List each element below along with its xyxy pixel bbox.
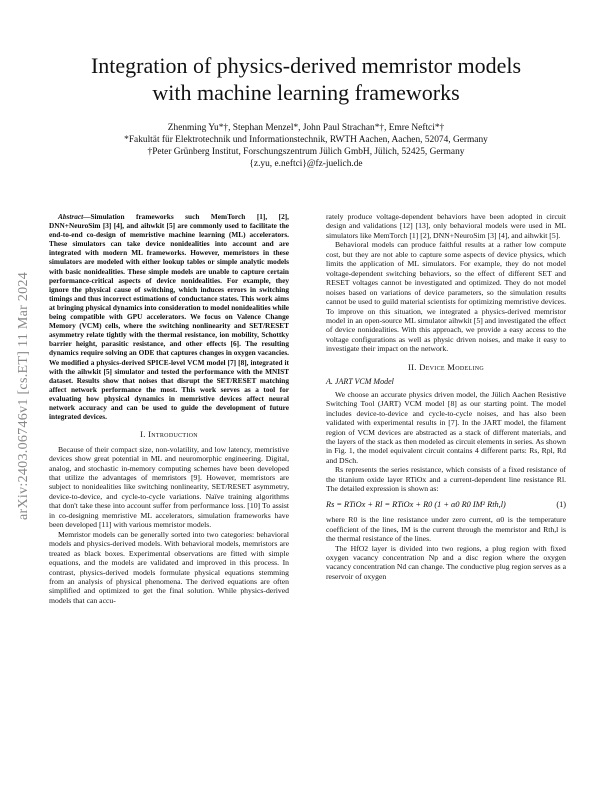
equation-1 xyxy=(326,500,566,509)
author-names: Zhenming Yu*†, Stephan Menzel*, John Paul Strachan*†, Emre Neftci*† xyxy=(167,123,445,133)
intro-paragraph-2: Memristor models can be generally sorted into two categories: behavioral models and physics-derived models. With behavioral models, memristors are treated as black boxes. Experimental observations are fitted with simple equations, and the models are validated and improved in this process. In contrast, physics-derived models formulate physical equations stemming from an analysis of physical phenomena. The derived equations are often simplified and optimized to get the final solution. While physics-derived models that can accu- xyxy=(49,529,289,605)
arxiv-stamp: arXiv:2403.06746v1 [cs.ET] 11 Mar 2024 xyxy=(16,271,31,520)
left-column xyxy=(49,212,289,605)
abstract-text: —Simulation frameworks such MemTorch [1], [2], DNN+NeuroSim [3] [4], and aihwkit [5] are commonly used to facilitate the end-to-end co-design of memristive machine learning (ML) accelerators. These simulators can take device nonidealities into account and are integrated with modern ML frameworks. However, memristors in these simulators are modeled with either lookup tables or simple analytic models with basic nonidealities. These simple models are unable to capture certain performance-critical aspects of device nonidealities. For example, they ignore the physical cause of switching, which induces errors in switching timings and thus incorrect estimations of conductance states. This work aims at bringing physical dynamics into consideration to model nonidealities while being compatible with GPU accelerators. We focus on Valence Change Memory (VCM) cells, where the switching nonlinearity and SET/RESET asymmetry relate tightly with the thermal resistance, ion mobility, Schottky barrier height, parasitic resistance, and other effects [6]. The resulting dynamics require solving an ODE that captures changes in oxygen vacancies. We modified a physics-derived SPICE-level VCM model [7] [8], integrated it with the aihwkit [5] simulator and tested the performance with the MNIST dataset. Results show that noises that disrupt the SET/RESET matching affect network performance the most. This work serves as a tool for evaluating how physical dynamics in memristive devices affect neural network accuracy and can be used to guide the development of future integrated devices. xyxy=(49,212,289,422)
right-paragraph-1: rately produce voltage-dependent behaviors have been adopted in circuit design and validations [12] [13], only behavioral models were used in ML simulators like MemTorch [1] [2], DNN+NeuroSim [3] [4], and aihwkit [5]. xyxy=(326,212,566,240)
author-block xyxy=(40,122,572,170)
abstract xyxy=(49,212,289,421)
right-column xyxy=(326,212,566,581)
device-paragraph-2: Rs represents the series resistance, which consists of a fixed resistance of the titanium oxide layer RTiOx and a current-dependent line resistance Rl. The detailed expression is shown as: xyxy=(326,465,566,494)
device-paragraph-1: We choose an accurate physics driven model, the Jülich Aachen Resistive Switching Tool (JART) VCM model [8] as our starting point. The model includes device-to-device and cycle-to-cycle noises, and has also been validated with experimental results in [7]. In the JART model, the filament region of VCM devices are abstracted as a stack of different materials, and the layers of the stack as then modeled as circuit elements in series. As shown in Fig. 1, the model equivalent circuit contains 4 different parts: Rs, Rpl, Rd and DSch. xyxy=(326,389,566,465)
intro-paragraph-1: Because of their compact size, non-volatility, and low latency, memristive devices show great potential in ML and neuromorphic engineering. Digital, analog, and stochastic in-memory computing schemes have been developed that utilize the advantages of memristors [9]. However, memristors are subject to nonidealities like switching nonlinearity, SET/RESET asymmetry, device-to-device, and cycle-to-cycle variations. Naïve training algorithms that don't take these into account suffer from performance loss. [10] To assist in co-designing memristive ML accelerators, simulation frameworks have been developed [11] with various memristor models. xyxy=(49,444,289,530)
affiliation-2: †Peter Grünberg Institut, Forschungszentrum Jülich GmbH, Jülich, 52425, Germany xyxy=(147,147,465,157)
device-paragraph-3: where R0 is the line resistance under zero current, α0 is the temperature coefficient of the lines, IM is the current through the memristor and Rth,l is the thermal resistance of the lines. xyxy=(326,515,566,544)
author-email: {z.yu, e.neftci}@fz-juelich.de xyxy=(249,159,363,169)
equation-number: (1) xyxy=(556,499,566,509)
section-heading-device-modeling: II. Device Modeling xyxy=(407,361,485,372)
subsection-heading-jart: A. JART VCM Model xyxy=(326,377,394,387)
title-line-2: with machine learning frameworks xyxy=(152,80,460,105)
abstract-label: Abstract xyxy=(58,212,84,221)
paper-title xyxy=(40,52,572,106)
right-paragraph-2: Behavioral models can produce faithful results at a rather low compute cost, but they are not able to capture some aspects of device physics, which limits the application of ML simulators. For example, they do not model voltage-dependent switching behaviors, so the effect of different SET and RESET voltages cannot be investigated and optimized. They do not model noises based on variations of device parameters, so the simulation results cannot be used to guild material scientists for optimizing memristive devices. To improve on this situation, we integrated a physics-derived memristor model in an open-source ML simulator aihwkit [5] and investigated the effect of device nonidealities. With this approach, we provide a easy access to the voltage configurations as well as physic driven noises, and make it easy to investigate their impact on the network. xyxy=(326,240,566,354)
title-line-1: Integration of physics-derived memristor models xyxy=(90,53,522,78)
equation-body: Rs = RTiOx + Rl = RTiOx + R0 (1 + α0 R0 IM² Rth,l) xyxy=(326,499,506,509)
device-paragraph-4: The HfO2 layer is divided into two regions, a plug region with fixed oxygen vacancy concentration Np and a disc region where the oxygen vacancy concentration Nd can change. The conductive plug region serves as a reservoir of oxygen xyxy=(326,543,566,581)
section-heading-introduction: I. Introduction xyxy=(140,429,198,440)
affiliation-1: *Fakultät für Elektrotechnik und Informationstechnik, RWTH Aachen, Aachen, 52074, Germany xyxy=(124,135,488,145)
